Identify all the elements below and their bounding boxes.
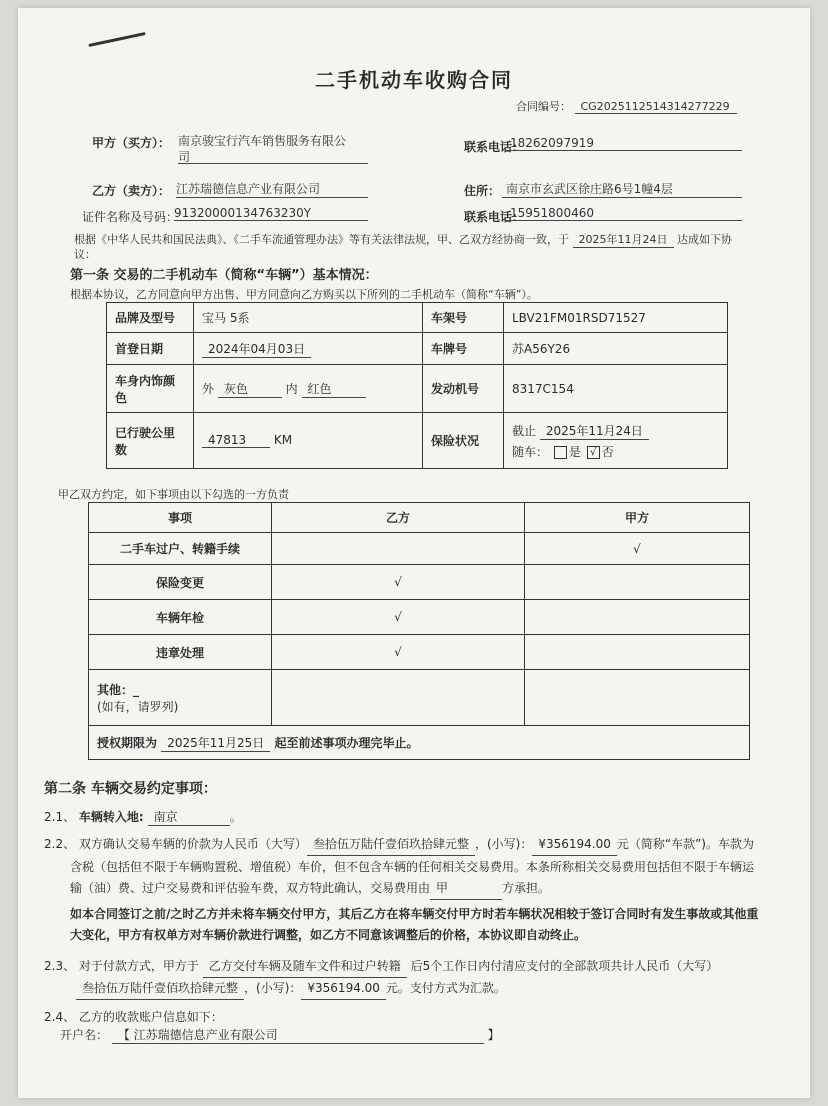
row-buyer-check: √ — [525, 533, 750, 565]
insurance-prefix: 截止 — [512, 423, 537, 438]
clause-2-2-line2: 含税（包括但不限于车辆购置税、增值税）车价，但不包含车辆的任何相关交易费用。本条所称相关交易费用包括但不限于车辆运 — [70, 860, 755, 874]
clause-2-2-bold-line2: 大变化，甲方有权单方对车辆价款进行调整，如乙方不同意该调整后的价格，本协议即自动终止。 — [70, 928, 587, 942]
clause-2-2-amount: ¥356194.00 — [532, 834, 617, 856]
color-label — [107, 365, 194, 413]
vehicle-row-km — [107, 413, 728, 469]
exterior-prefix: 外 — [202, 381, 215, 396]
row-seller-check: √ — [272, 565, 525, 600]
col-seller: 乙方 — [272, 503, 525, 533]
engine-value: 8317C154 — [504, 365, 728, 413]
row-item: 二手车过户、转籍手续 — [89, 533, 272, 565]
row-seller-check — [272, 533, 525, 565]
agreement-intro: 甲乙双方约定，如下事项由以下勾选的一方负责 — [58, 488, 289, 501]
row-item: 车辆年检 — [89, 600, 272, 635]
brand-value: 宝马 5系 — [194, 303, 423, 333]
preamble-text-b: 达成如下协 — [677, 233, 732, 246]
other-row — [89, 670, 750, 726]
col-buyer: 甲方 — [525, 503, 750, 533]
insurance-label: 保险状况 — [423, 413, 504, 469]
authorization-text-b: 起至前述事项办理完毕止。 — [274, 735, 419, 750]
seller-id-label: 证件名称及号码： — [82, 210, 179, 224]
reg-date-label: 首登日期 — [107, 333, 194, 365]
clause-2-3-text-b: 乙方交付车辆及随车文件和过户转籍 — [203, 956, 407, 978]
preamble-date: 2025年11月24日 — [573, 231, 674, 248]
account-holder-label: 开户名： — [60, 1028, 109, 1042]
contract-number-label: 合同编号： — [516, 100, 571, 113]
clause-2-2-amount-cn: 叁拾伍万陆仟壹佰玖拾肆元整 — [307, 834, 475, 856]
clause-2-1-number: 2.1、 — [44, 810, 76, 824]
contract-number — [516, 98, 737, 114]
clause-2-1-label: 车辆转入地: — [78, 810, 144, 824]
article1-intro: 根据本协议，乙方同意向甲方出售、甲方同意向乙方购买以下所列的二手机动车（简称“车辆”）。 — [70, 288, 538, 301]
clause-2-2-bold-line1: 如本合同签订之前/之时乙方并未将车辆交付甲方，其后乙方在将车辆交付甲方时若车辆状况相较于签订合同时有发生事故或其他重 — [70, 907, 759, 921]
preamble-line1 — [74, 231, 732, 248]
table-row — [89, 565, 750, 600]
other-label-line2: (如有，请罗列) — [97, 699, 179, 714]
clause-2-3-line2 — [76, 978, 796, 1000]
authorization-text-a: 授权期限为 — [97, 735, 158, 750]
reg-date-value: 2024年04月03日 — [202, 340, 311, 358]
clause-2-3 — [44, 956, 796, 978]
other-label — [89, 670, 272, 726]
buyer-name-line1: 南京骏宝行汽车销售服务有限公 — [178, 134, 347, 148]
row-buyer-check — [525, 600, 750, 635]
seller-phone-label: 联系电话： — [464, 210, 525, 224]
responsibility-table — [88, 502, 750, 760]
yes-label: 是 — [568, 444, 581, 459]
clause-2-4-text: 乙方的收款账户信息如下： — [78, 1010, 223, 1024]
vehicle-table — [106, 302, 728, 469]
interior-prefix: 内 — [285, 381, 298, 396]
km-label-line1: 已行驶公里 — [115, 425, 176, 440]
clause-2-3-text-d: ，(小写)： — [244, 981, 302, 995]
km-label — [107, 413, 194, 469]
clause-2-2-number: 2.2、 — [44, 837, 76, 851]
clause-2-3-amount-cn: 叁拾伍万陆仟壹佰玖拾肆元整 — [76, 978, 244, 1000]
clause-2-2-line3-a: 输（油）费、过户交易费和评估验车费，双方特此确认，交易费用由 — [70, 881, 431, 895]
seller-address-label: 住所： — [464, 184, 501, 198]
account-holder — [60, 1026, 500, 1044]
km-cell — [194, 413, 423, 469]
seller-id: 91320000134763230Y — [174, 206, 368, 221]
color-label-line1: 车身内饰颜 — [115, 373, 176, 388]
buyer-name-line2: 司 — [178, 148, 368, 164]
buyer-phone: 18262097919 — [506, 136, 742, 151]
insurance-with-label: 随车： — [512, 444, 549, 459]
clause-2-2-line3 — [70, 878, 800, 900]
clause-2-2-text-c: 元（简称“车款”)。车款为 — [616, 837, 754, 851]
vehicle-row-reg — [107, 333, 728, 365]
insurance-cell — [504, 413, 728, 469]
clause-2-2-text-a: 双方确认交易车辆的价款为人民币（大写） — [78, 837, 307, 851]
row-seller-check: √ — [272, 635, 525, 670]
responsibility-header — [89, 503, 750, 533]
buyer-label: 甲方（买方）： — [92, 136, 171, 150]
article1-heading: 第一条 交易的二手机动车（简称“车辆”）基本情况： — [70, 268, 378, 283]
clause-2-1-value: 南京 — [148, 808, 230, 826]
clause-2-3-text-c: 后5个工作日内付清应支付的全部款项共计人民币（大写） — [410, 959, 719, 973]
clause-2-4 — [44, 1008, 223, 1025]
clause-2-2-payer: 甲 — [430, 878, 502, 900]
other-seller — [272, 670, 525, 726]
clause-2-4-number: 2.4、 — [44, 1010, 76, 1024]
interior-color: 红色 — [302, 380, 366, 398]
seller-phone: 15951800460 — [506, 206, 742, 221]
clause-2-2-line3-b: 方承担。 — [502, 881, 551, 895]
exterior-color: 灰色 — [218, 380, 282, 398]
color-label-line2: 色 — [115, 390, 128, 405]
row-item: 保险变更 — [89, 565, 272, 600]
row-buyer-check — [525, 635, 750, 670]
brand-label: 品牌及型号 — [107, 303, 194, 333]
page-title: 二手机动车收购合同 — [315, 68, 513, 92]
color-value — [194, 365, 423, 413]
km-unit: KM — [273, 433, 293, 447]
clause-2-1 — [44, 808, 242, 826]
clause-2-3-amount: ¥356194.00 — [301, 978, 386, 1000]
row-seller-check: √ — [272, 600, 525, 635]
plate-value: 苏A56Y26 — [504, 333, 728, 365]
no-label: 否 — [601, 444, 614, 459]
seller-name: 江苏瑞德信息产业有限公司 — [176, 180, 368, 198]
table-row — [89, 533, 750, 565]
seller-label: 乙方（卖方）： — [92, 184, 171, 198]
clause-2-2-text-b: ，(小写)： — [474, 837, 533, 851]
yes-checkbox[interactable] — [554, 446, 567, 459]
authorization-date: 2025年11月25日 — [161, 734, 270, 752]
buyer-phone-label: 联系电话： — [464, 140, 525, 154]
seller-address: 南京市玄武区徐庄路6号1幢4层 — [502, 180, 742, 198]
km-label-line2: 数 — [115, 442, 128, 457]
clause-2-1-end: 。 — [229, 810, 242, 824]
vehicle-row-color — [107, 365, 728, 413]
clause-2-3-text-e: 元。支付方式为汇款。 — [385, 981, 506, 995]
other-buyer — [525, 670, 750, 726]
clause-2-2 — [44, 834, 796, 856]
contract-number-value: CG2025112514314277229 — [575, 100, 737, 114]
km-value: 47813 — [202, 433, 270, 448]
insurance-with-line — [512, 443, 719, 460]
col-item: 事项 — [89, 503, 272, 533]
row-item: 违章处理 — [89, 635, 272, 670]
account-holder-close: 】 — [487, 1028, 500, 1042]
no-checkbox[interactable]: √ — [587, 446, 600, 459]
engine-label: 发动机号 — [423, 365, 504, 413]
table-row — [89, 600, 750, 635]
pen-mark — [88, 32, 145, 47]
account-holder-value: 【 江苏瑞德信息产业有限公司 — [112, 1026, 484, 1044]
preamble-line2: 议： — [74, 248, 96, 261]
vin-value: LBV21FM01RSD71527 — [504, 303, 728, 333]
vin-label: 车架号 — [423, 303, 504, 333]
reg-date-cell — [194, 333, 423, 365]
authorization-row — [89, 726, 750, 760]
clause-2-3-text-a: 对于付款方式，甲方于 — [78, 959, 199, 973]
row-buyer-check — [525, 565, 750, 600]
insurance-date-line — [512, 422, 719, 440]
insurance-date: 2025年11月24日 — [540, 422, 649, 440]
contract-page — [18, 8, 810, 1098]
table-row — [89, 635, 750, 670]
other-label-line1: 其他：_ — [97, 682, 140, 697]
article2-heading: 第二条 车辆交易约定事项： — [44, 781, 217, 797]
clause-2-3-number: 2.3、 — [44, 959, 76, 973]
vehicle-row-brand — [107, 303, 728, 333]
preamble-text-a: 根据《中华人民共和国民法典》、《二手车流通管理办法》等有关法律法规，甲、乙双方经协商一致，于 — [74, 233, 569, 246]
plate-label: 车牌号 — [423, 333, 504, 365]
authorization-cell — [89, 726, 750, 760]
